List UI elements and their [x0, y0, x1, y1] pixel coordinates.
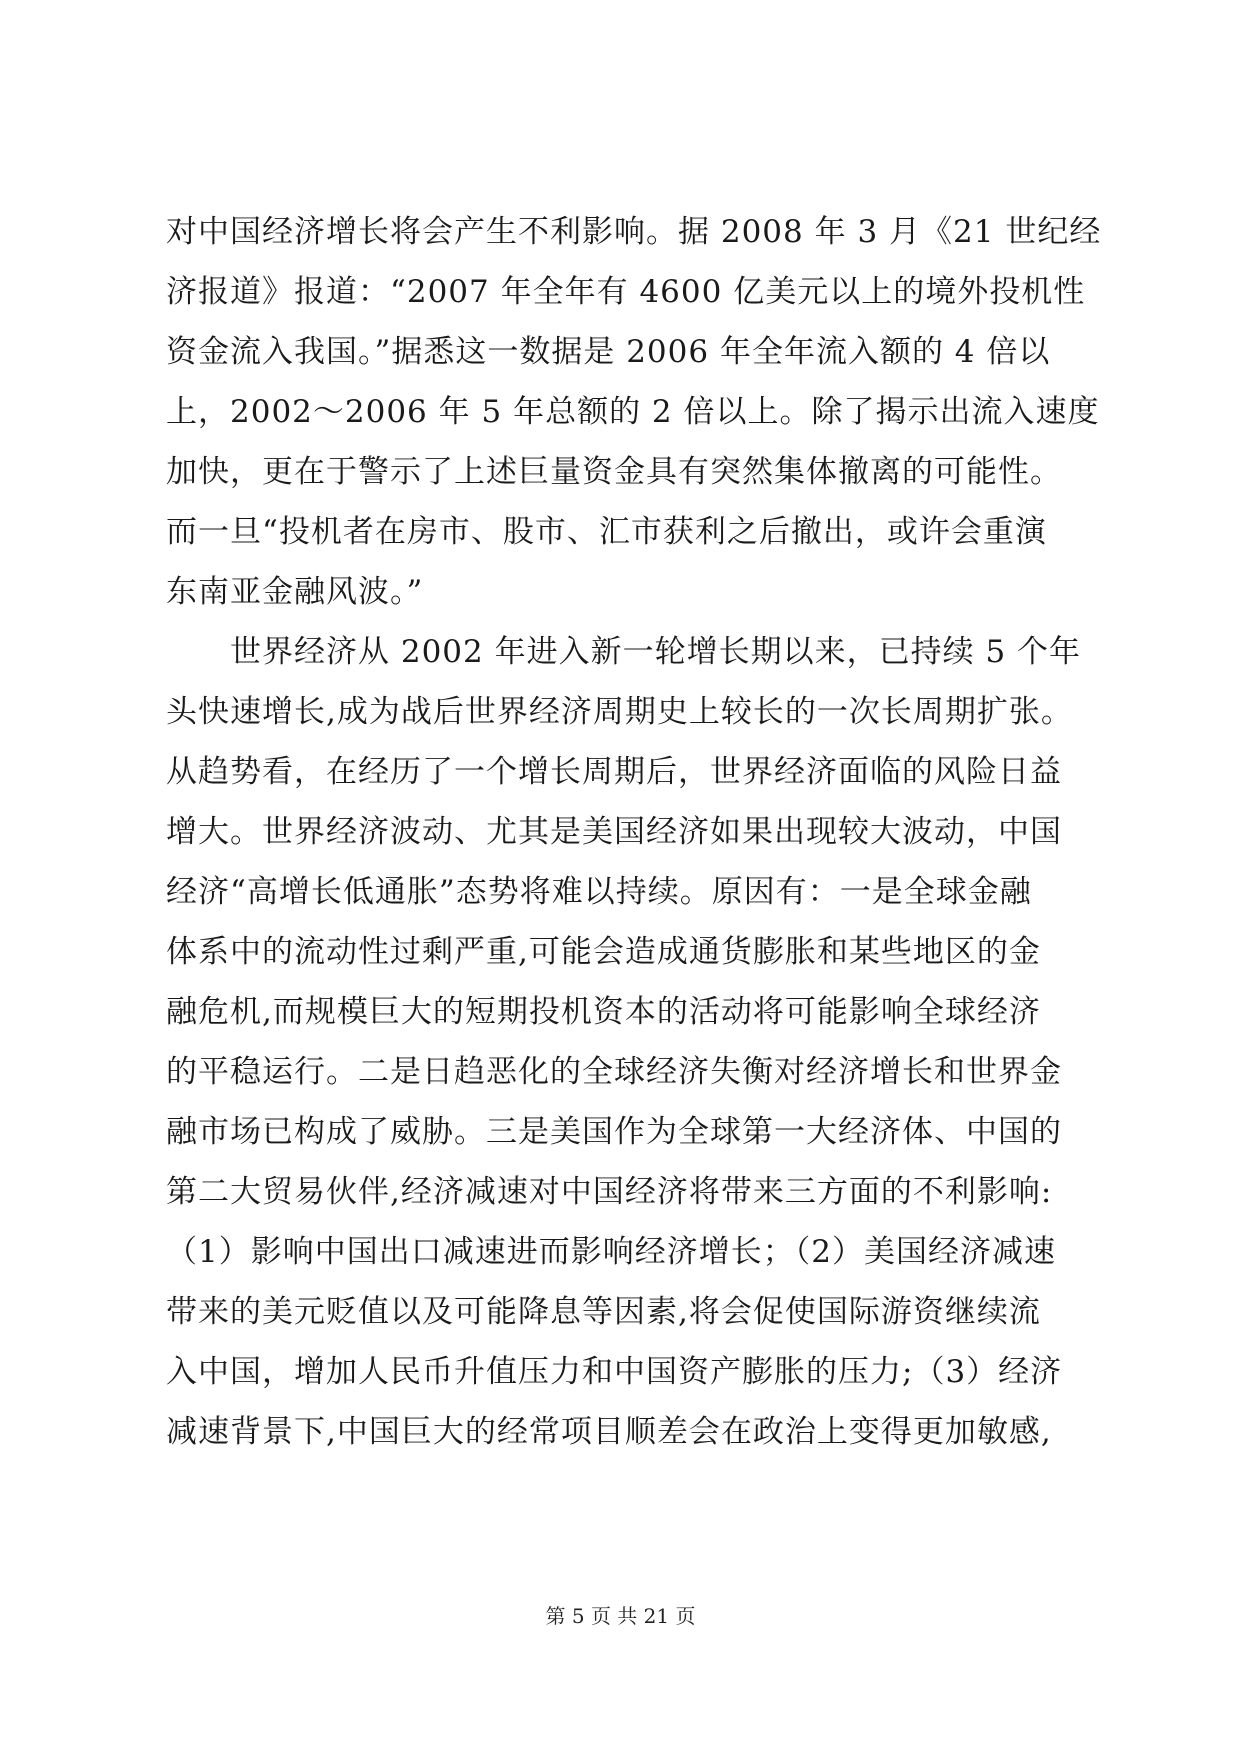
paragraph-1-line-6: 而一旦“投机者在房市、股市、汇市获利之后撤出，或许会重演	[166, 514, 1047, 550]
paragraph-2-line-2: 头快速增长,成为战后世界经济周期史上较长的一次长周期扩张。	[166, 694, 1073, 730]
paragraph-2-line-12: 带来的美元贬值以及可能降息等因素,将会促使国际游资继续流	[166, 1294, 1041, 1330]
paragraph-2-line-13: 入中国，增加人民币升值压力和中国资产膨胀的压力;（3）经济	[166, 1354, 1063, 1390]
paragraph-1-line-1: 对中国经济增长将会产生不利影响。据 2008 年 3 月《21 世纪经	[166, 214, 1102, 250]
paragraph-2-line-8: 的平稳运行。二是日趋恶化的全球经济失衡对经济增长和世界金	[166, 1054, 1062, 1090]
paragraph-1-line-3: 资金流入我国。”据悉这一数据是 2006 年全年流入额的 4 倍以	[166, 334, 1051, 370]
paragraph-2-line-1: 世界经济从 2002 年进入新一轮增长期以来，已持续 5 个年	[230, 634, 1082, 670]
paragraph-1-line-2: 济报道》报道：“2007 年全年有 4600 亿美元以上的境外投机性	[166, 274, 1086, 310]
paragraph-1-line-4: 上，2002～2006 年 5 年总额的 2 倍以上。除了揭示出流入速度	[166, 394, 1100, 430]
page-number-footer: 第 5 页 共 21 页	[545, 1604, 696, 1628]
paragraph-2-line-6: 体系中的流动性过剩严重,可能会造成通货膨胀和某些地区的金	[166, 934, 1041, 970]
paragraph-1-line-7: 东南亚金融风波。”	[166, 574, 424, 610]
paragraph-1-line-5: 加快，更在于警示了上述巨量资金具有突然集体撤离的可能性。	[166, 454, 1062, 490]
paragraph-2-line-11: （1）影响中国出口减速进而影响经济增长；（2）美国经济减速	[166, 1234, 1056, 1270]
paragraph-2-line-9: 融市场已构成了威胁。三是美国作为全球第一大经济体、中国的	[166, 1114, 1062, 1150]
paragraph-2-line-7: 融危机,而规模巨大的短期投机资本的活动将可能影响全球经济	[166, 994, 1041, 1030]
paragraph-2-line-5: 经济“高增长低通胀”态势将难以持续。原因有：一是全球金融	[166, 874, 1032, 910]
paragraph-2-line-4: 增大。世界经济波动、尤其是美国经济如果出现较大波动，中国	[166, 814, 1062, 850]
paragraph-2-line-3: 从趋势看，在经历了一个增长周期后，世界经济面临的风险日益	[166, 754, 1062, 790]
paragraph-2-line-14: 减速背景下,中国巨大的经常项目顺差会在政治上变得更加敏感,	[166, 1414, 1052, 1450]
paragraph-2-line-10: 第二大贸易伙伴,经济减速对中国经济将带来三方面的不利影响:	[166, 1174, 1053, 1210]
